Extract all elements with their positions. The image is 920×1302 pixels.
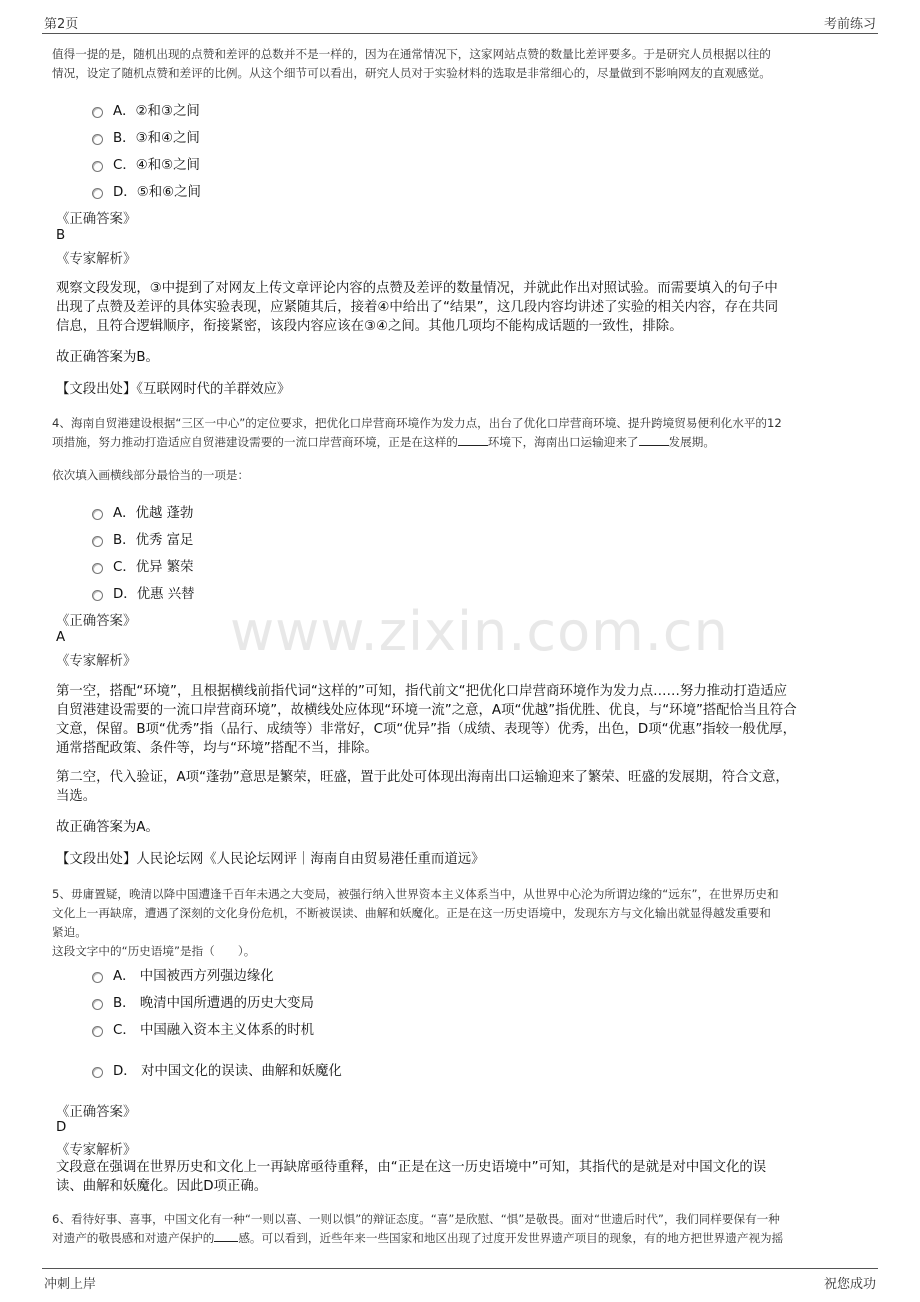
q5-analysis-line2: 读、曲解和妖魔化。因此D项正确。 — [56, 1179, 268, 1194]
q4-analysis-p1-line4: 通常搭配政策、条件等，均与“环境”搭配不当，排除。 — [56, 741, 378, 756]
header-rule — [42, 33, 878, 34]
q4-option-c[interactable]: C．优异 繁荣 — [92, 556, 194, 575]
q4-prompt: 依次填入画横线部分最恰当的一项是： — [52, 468, 250, 482]
header-title: 考前练习 — [823, 17, 876, 32]
q4-analysis-p1-line3: 文意，保留。B项“优秀”指（品行、成绩等）非常好，C项“优异”指（成绩、表现等）优秀，出色，D项“优惠”指较一般优厚， — [56, 722, 796, 737]
blank-1 — [458, 433, 488, 446]
page-number: 第2页 — [44, 17, 79, 32]
blank-2 — [639, 433, 669, 446]
radio-icon[interactable] — [92, 134, 103, 145]
q5-answer-label: 《正确答案》 — [56, 1105, 137, 1120]
q4-conclusion: 故正确答案为A。 — [56, 820, 159, 835]
q5-stem-line3: 紧迫。 — [52, 925, 87, 939]
q4-source: 【文段出处】人民论坛网《人民论坛网评｜海南自由贸易港任重而道远》 — [56, 852, 485, 867]
radio-icon[interactable] — [92, 563, 103, 574]
q3-source: 【文段出处】《互联网时代的羊群效应》 — [56, 382, 291, 397]
q3-analysis-line1: 观察文段发现，③中提到了对网友上传文章评论内容的点赞及差评的数量情况，并就此作出对照试验。而需要填入的句子中 — [56, 281, 778, 296]
q3-option-d[interactable]: D．⑤和⑥之间 — [92, 181, 201, 200]
radio-icon[interactable] — [92, 999, 103, 1010]
radio-icon[interactable] — [92, 972, 103, 983]
q5-option-a[interactable]: A． 中国被西方列强边缘化 — [92, 965, 274, 984]
q4-answer: A — [56, 630, 66, 645]
q4-option-d[interactable]: D．优惠 兴替 — [92, 583, 195, 602]
footer-right: 祝您成功 — [823, 1277, 876, 1292]
footer-rule — [42, 1268, 878, 1269]
q5-option-c[interactable]: C． 中国融入资本主义体系的时机 — [92, 1019, 314, 1038]
watermark: www.zixin.com.cn — [230, 600, 729, 663]
q4-option-a[interactable]: A．优越 蓬勃 — [92, 502, 193, 521]
footer-left: 冲刺上岸 — [44, 1277, 97, 1292]
q4-option-b[interactable]: B．优秀 富足 — [92, 529, 193, 548]
q5-option-b[interactable]: B． 晚清中国所遭遇的历史大变局 — [92, 992, 314, 1011]
q5-stem-line2: 文化上一再缺席，遭遇了深刻的文化身份危机，不断被误读、曲解和妖魔化。正是在这一历史语境中，发现东方与文化输出就显得越发重要和 — [52, 906, 771, 920]
radio-icon[interactable] — [92, 1026, 103, 1037]
q5-answer: D — [56, 1120, 67, 1135]
q3-option-a[interactable]: A．②和③之间 — [92, 100, 200, 119]
radio-icon[interactable] — [92, 1067, 103, 1078]
q4-analysis-label: 《专家解析》 — [56, 654, 137, 669]
q6-stem-line2: 对遗产的敬畏感和对遗产保护的 感。可以看到，近些年来一些国家和地区出现了过度开发世界遗产项目的现象，有的地方把世界遗产视为摇 — [52, 1231, 784, 1245]
q3-analysis-line2: 出现了点赞及差评的具体实验表现，应紧随其后，接着④中给出了“结果”，这几段内容均讲述了实验的相关内容，存在共同 — [56, 300, 779, 315]
q3-option-b[interactable]: B．③和④之间 — [92, 127, 200, 146]
q3-analysis-line3: 信息，且符合逻辑顺序，衔接紧密，该段内容应该在③④之间。其他几项均不能构成话题的一致性，排除。 — [56, 319, 683, 334]
q3-conclusion: 故正确答案为B。 — [56, 350, 159, 365]
q3-option-c[interactable]: C．④和⑤之间 — [92, 154, 200, 173]
q4-analysis-p1-line1: 第一空，搭配“环境”，且根据横线前指代词“这样的”可知，指代前文“把优化口岸营商环境作为发力点……努力推动打造适应 — [56, 684, 787, 699]
q4-stem-line2: 项措施，努力推动打造适应自贸港建设需要的一流口岸营商环境，正是在这样的 环境下，海南出口运输迎来了 发展期。 — [52, 435, 715, 449]
q3-intro-line2: 情况，设定了随机点赞和差评的比例。从这个细节可以看出，研究人员对于实验材料的选取是非常细心的，尽量做到不影响网友的直观感觉。 — [52, 66, 771, 80]
radio-icon[interactable] — [92, 107, 103, 118]
q3-answer: B — [56, 228, 66, 243]
q5-stem-line1: 5、毋庸置疑，晚清以降中国遭逢千百年未遇之大变局，被强行纳入世界资本主义体系当中，从世界中心沦为所谓边缘的“远东”，在世界历史和 — [52, 887, 779, 901]
q3-answer-label: 《正确答案》 — [56, 212, 137, 227]
radio-icon[interactable] — [92, 509, 103, 520]
radio-icon[interactable] — [92, 161, 103, 172]
q4-analysis-p2-line2: 当选。 — [56, 789, 97, 804]
radio-icon[interactable] — [92, 536, 103, 547]
q4-answer-label: 《正确答案》 — [56, 614, 137, 629]
q5-option-d[interactable]: D． 对中国文化的误读、曲解和妖魔化 — [92, 1060, 342, 1079]
q5-stem-line4: 这段文字中的“历史语境”是指（ ）。 — [52, 944, 256, 958]
q4-analysis-p1-line2: 自贸港建设需要的一流口岸营商环境”，故横线处应体现“环境一流”之意，A项“优越”指优胜、优良，与“环境”搭配恰当且符合 — [56, 703, 797, 718]
q5-analysis-label: 《专家解析》 — [56, 1143, 137, 1158]
q4-stem-line1: 4、海南自贸港建设根据“三区一中心”的定位要求，把优化口岸营商环境作为发力点，出台了优化口岸营商环境、提升跨境贸易便利化水平的12 — [52, 416, 782, 430]
blank-1 — [214, 1229, 238, 1242]
q3-analysis-label: 《专家解析》 — [56, 252, 137, 267]
q3-intro-line1: 值得一提的是，随机出现的点赞和差评的总数并不是一样的，因为在通常情况下，这家网站点赞的数量比差评要多。于是研究人员根据以往的 — [52, 47, 771, 61]
radio-icon[interactable] — [92, 590, 103, 601]
q6-stem-line1: 6、看待好事、喜事，中国文化有一种“一则以喜、一则以惧”的辩证态度。“喜”是欣慰、“惧”是敬畏。面对“世遗后时代”，我们同样要保有一种 — [52, 1212, 780, 1226]
radio-icon[interactable] — [92, 188, 103, 199]
q4-analysis-p2-line1: 第二空，代入验证，A项“蓬勃”意思是繁荣，旺盛，置于此处可体现出海南出口运输迎来了繁荣、旺盛的发展期，符合文意， — [56, 770, 789, 785]
q5-analysis-line1: 文段意在强调在世界历史和文化上一再缺席亟待重释，由“正是在这一历史语境中”可知，其指代的是就是对中国文化的误 — [56, 1160, 767, 1175]
